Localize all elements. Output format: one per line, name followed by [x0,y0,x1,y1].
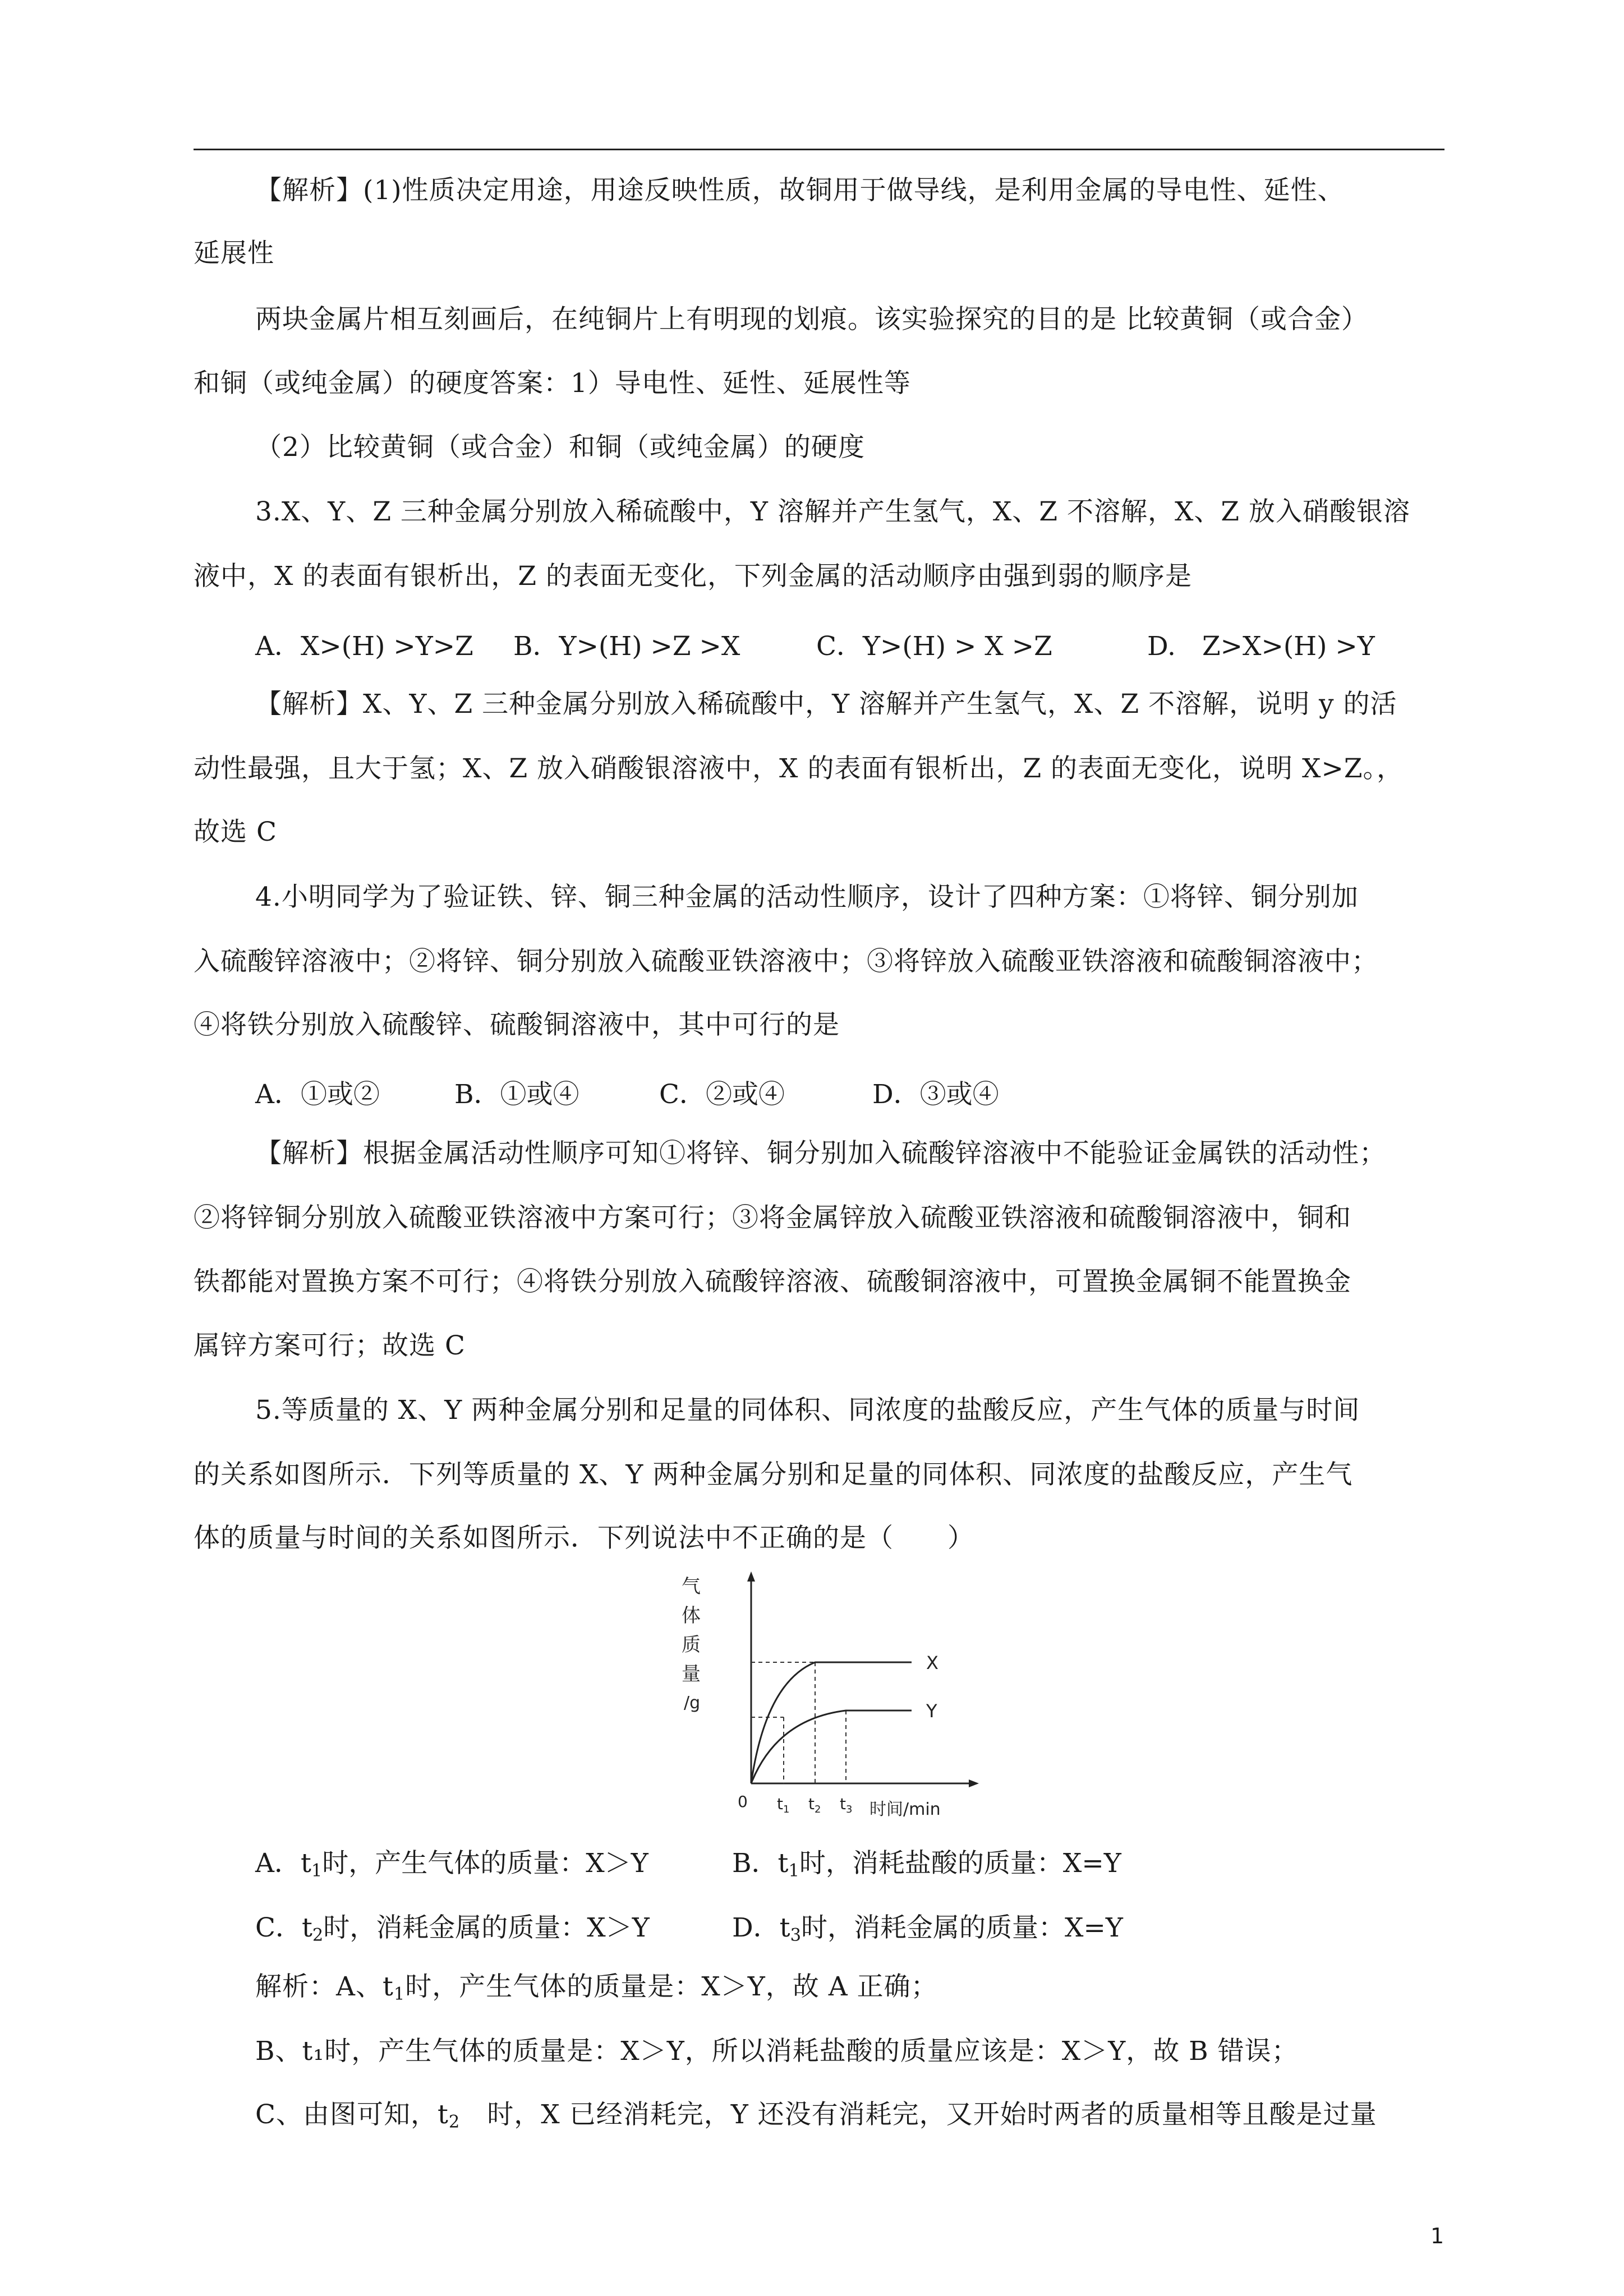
q4-option-b: B．①或④ [454,1079,579,1110]
y-label-char: 气 [682,1575,701,1598]
y-label-char: 体 [682,1605,701,1627]
text-line: 液中，X 的表面有银析出，Z 的表面无变化，下列金属的活动顺序由强到弱的顺序是 [194,561,1192,592]
text-line: 5.等质量的 X、Y 两种金属分别和足量的同体积、同浓度的盐酸反应，产生气体的质量与时间 [255,1395,1360,1426]
q5-option-d: D．$t_3$时，消耗金属的质量：X=Y [732,1912,1123,1945]
y-axis-label [682,1575,701,1713]
text-line: 【解析】X、Y、Z 三种金属分别放入稀硫酸中，Y 溶解并产生氢气，X、Z 不溶解，说明 y 的活 [255,689,1397,720]
text-line: 属锌方案可行；故选 C [194,1330,466,1361]
q4-option-a: A．①或② [255,1079,380,1110]
t2-label: $t_2$ [808,1795,821,1815]
text-line: 【解析】根据金属活动性顺序可知①将锌、铜分别加入硫酸锌溶液中不能验证金属铁的活动性； [255,1138,1386,1169]
origin-label: 0 [738,1792,748,1811]
q3-option-d: D. Z>X>(H) >Y [1147,631,1375,662]
series-y-curve [751,1711,912,1783]
text-line: 【解析】(1)性质决定用途，用途反映性质，故铜用于做导线，是利用金属的导电性、延性、 [255,175,1345,206]
text-line: （2）比较黄铜（或合金）和铜（或纯金属）的硬度 [255,432,865,463]
q5-option-c: C．$t_2$时，消耗金属的质量：X＞Y [255,1912,650,1945]
text-line: 入硫酸锌溶液中；②将锌、铜分别放入硫酸亚铁溶液中；③将锌放入硫酸亚铁溶液和硫酸铜溶液中； [194,946,1378,977]
text-line: 故选 C [194,817,277,847]
y-label-char: 质 [682,1634,701,1656]
series-x-label: X [926,1652,938,1673]
text-line: 和铜（或纯金属）的硬度答案：1）导电性、延性、延展性等 [194,368,911,399]
q5-option-a: A．$t_1$时，产生气体的质量：X＞Y [255,1848,648,1881]
page-number: 1 [1430,2224,1444,2248]
header-rule [194,149,1444,150]
text-line: 4.小明同学为了验证铁、锌、铜三种金属的活动性顺序，设计了四种方案：①将锌、铜分别加 [255,882,1359,912]
text-line: 动性最强，且大于氢；X、Z 放入硝酸银溶液中，X 的表面有银析出，Z 的表面无变化，说明 X>Z。， [194,753,1404,784]
gas-mass-time-graph [682,1570,984,1823]
x-axis-arrow [969,1779,979,1787]
text-line: 两块金属片相互刻画后，在纯铜片上有明现的划痕。该实验探究的目的是 比较黄铜（或合金） [255,304,1368,335]
y-axis-arrow [747,1571,755,1582]
t1-label: $t_1$ [777,1795,790,1815]
series-x-curve [751,1662,912,1783]
y-label-char: 量 [682,1663,701,1685]
text-line: 铁都能对置换方案不可行；④将铁分别放入硫酸锌溶液、硫酸铜溶液中，可置换金属铜不能置换金 [194,1266,1351,1297]
q3-option-a: A．X>(H) >Y>Z [255,631,473,662]
analysis-a: 解析：A、$t_1$时，产生气体的质量是：X＞Y，故 A 正确； [255,1971,938,2004]
text-line: 体的质量与时间的关系如图所示．下列说法中不正确的是（ ） [194,1523,974,1553]
q4-option-d: D．③或④ [872,1079,999,1110]
text-line: ④将铁分别放入硫酸锌、硫酸铜溶液中，其中可行的是 [194,1009,840,1040]
text-line: 3.X、Y、Z 三种金属分别放入稀硫酸中，Y 溶解并产生氢气，X、Z 不溶解，X、Z 放入硝酸银溶 [255,496,1411,527]
q3-option-c: C．Y>(H) > X >Z [816,631,1052,662]
q4-option-c: C．②或④ [659,1079,785,1110]
text-line: 延展性 [194,238,274,269]
text-line: ②将锌铜分别放入硫酸亚铁溶液中方案可行；③将金属锌放入硫酸亚铁溶液和硫酸铜溶液中，铜和 [194,1202,1351,1233]
q5-option-b: B．$t_1$时，消耗盐酸的质量：X=Y [732,1848,1121,1881]
analysis-c: C、由图可知，$t_2$ 时，X 已经消耗完，Y 还没有消耗完，又开始时两者的质量相等且酸是过量 [255,2099,1377,2132]
y-unit: /g [684,1693,701,1713]
text-line: 的关系如图所示．下列等质量的 X、Y 两种金属分别和足量的同体积、同浓度的盐酸反应，产生气 [194,1459,1353,1490]
t3-label: $t_3$ [840,1795,853,1815]
x-axis-label: 时间/min [869,1800,941,1819]
q3-option-b: B．Y>(H) >Z >X [513,631,740,662]
series-y-label: Y [926,1700,937,1722]
text-line: B、t₁时，产生气体的质量是：X＞Y，所以消耗盐酸的质量应该是：X＞Y，故 B 错误； [255,2036,1299,2067]
